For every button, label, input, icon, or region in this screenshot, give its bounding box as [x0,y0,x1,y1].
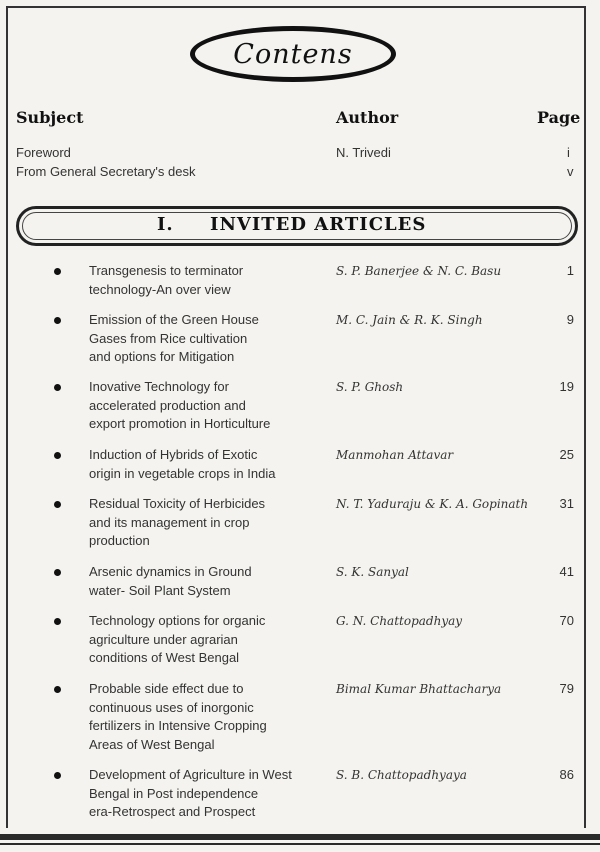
article-author: Manmohan Attavar [336,448,454,462]
bullet-icon [54,569,61,576]
article-page: 19 [559,379,574,394]
bullet-icon [54,384,61,391]
front-subject-foreword: Foreword [16,145,71,160]
article-page: 1 [566,263,574,278]
author-header: Author [336,108,399,127]
front-page-secretary: v [567,164,574,179]
article-title-line: accelerated production and [89,397,246,413]
article-title-line: Areas of West Bengal [89,736,215,752]
article-author: M. C. Jain & R. K. Singh [336,313,483,327]
article-author: S. P. Ghosh [336,380,404,394]
subject-header: Subject [16,108,84,127]
article-title-line: Induction of Hybrids of Exotic [89,447,258,462]
article-page: 86 [559,767,574,782]
article-author: S. B. Chattopadhyaya [336,768,467,782]
article-title-line: Inovative Technology for [89,379,229,394]
article-title-line: and options for Mitigation [89,349,235,364]
bullet-icon [54,686,61,693]
front-author-foreword: N. Trivedi [336,145,391,160]
article-title-line: export promotion in Horticulture [89,416,271,431]
article-title-line: origin in vegetable crops in India [89,465,276,481]
bullet-icon [54,501,61,508]
article-title-line: production [89,533,150,548]
article-title-line: continuous uses of inorgonic [89,699,254,715]
article-page: 25 [559,447,574,462]
bottom-rule-thin [0,843,600,845]
article-title-line: and its management in crop [89,514,250,530]
article-page: 9 [566,312,574,327]
article-author: Bimal Kumar Bhattacharya [336,682,502,696]
bullet-icon [54,268,61,275]
article-title-line: Arsenic dynamics in Ground [89,564,252,579]
article-title-line: Emission of the Green House [89,312,259,327]
article-page: 79 [559,681,574,696]
article-title-line: Gases from Rice cultivation [89,330,248,346]
article-author: N. T. Yaduraju & K. A. Gopinath [336,497,529,511]
article-title-line: agriculture under agrarian [89,631,238,647]
article-title-line: Probable side effect due to [89,681,244,696]
article-author: S. P. Banerjee & N. C. Basu [336,264,502,278]
page-title: Contens [233,38,353,70]
bottom-rule [0,834,600,840]
page-header: Page [537,108,581,127]
title-oval [190,26,396,82]
front-page-foreword: i [567,145,570,160]
bullet-icon [54,772,61,779]
bullet-icon [54,618,61,625]
article-page: 31 [559,496,574,511]
bullet-icon [54,317,61,324]
article-title-line: Development of Agriculture in West [89,767,292,782]
section-title: I. INVITED ARTICLES [157,214,427,235]
article-page: 41 [559,564,574,579]
article-page: 70 [559,613,574,628]
article-title-line: Technology options for organic [89,613,266,628]
article-title-line: conditions of West Bengal [89,650,240,665]
article-author: S. K. Sanyal [336,565,409,579]
article-title-line: Residual Toxicity of Herbicides [89,496,266,511]
article-title-line: technology-An over view [89,281,231,297]
front-subject-secretary: From General Secretary's desk [16,164,196,179]
article-title-line: Bengal in Post independence [89,785,259,801]
article-title-line: fertilizers in Intensive Cropping [89,718,267,733]
bullet-icon [54,452,61,459]
article-author: G. N. Chattopadhyay [336,614,463,628]
article-title-line: Transgenesis to terminator [89,263,244,278]
article-title-line: era-Retrospect and Prospect [89,804,256,819]
article-title-line: water- Soil Plant System [89,582,231,598]
